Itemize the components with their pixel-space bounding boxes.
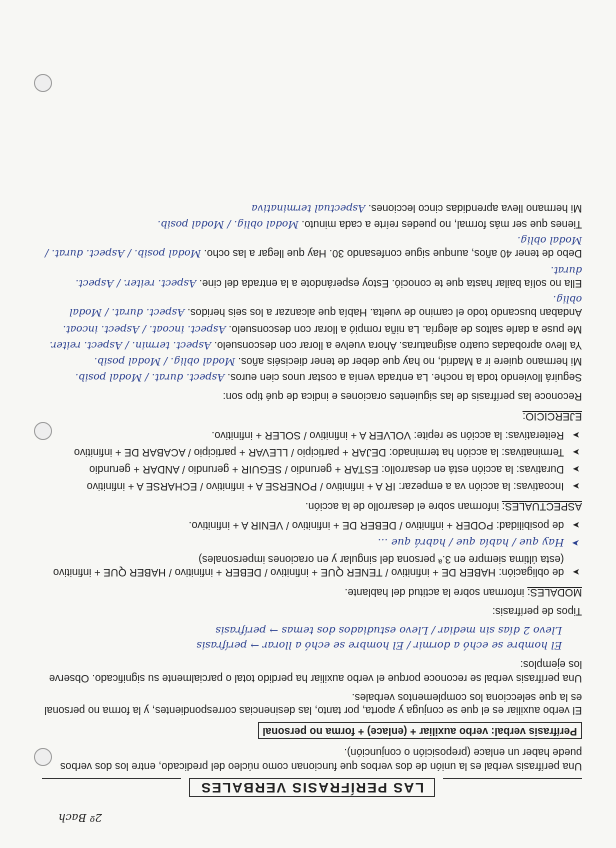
example-line-2: Llevo 2 días sin mediar / Llevo estudiados dos temas → perífrasis bbox=[215, 623, 562, 636]
exercise-answer: Modal posib. / Aspect. durat. / Modal oblig. bbox=[45, 234, 582, 259]
title-rule bbox=[443, 778, 582, 789]
exercise-text: Tienes que ser más formal, no puedes reírte a cada minuto. bbox=[301, 218, 582, 231]
exercise-text: Mi hermano quiere ir a Madrid, no hay que deber de tener dieciséis años. bbox=[238, 354, 582, 367]
exercise-item bbox=[42, 338, 582, 351]
exercise-text: Ella no solía bailar hasta que te conoció. Estoy esperándote a la entrada del cine. bbox=[199, 276, 582, 289]
exercise-text: Seguirá lloviendo toda la noche. La entrada venía a costar unos cien euros. bbox=[227, 371, 582, 384]
handwritten-date: 2º Bach bbox=[58, 811, 102, 824]
list-item: ➤ de posibilidad: PODER + infinitivo / DEBER DE + infinitivo / VENIR A + infinitivo. bbox=[42, 518, 564, 531]
exercise-text: Debo de tener 40 años, aunque sigue confesando 30. Hay que llegar a las ocho. bbox=[203, 247, 582, 260]
list-item: ➤ Durativas: la acción está en desarrollo: ESTAR + gerundio / SEGUIR + gerundio / ANDAR + gerundio bbox=[42, 462, 564, 475]
exercise-item bbox=[42, 354, 582, 367]
list-item: ➤ de obligación: HABER DE + infinitivo / TENER QUE + infinitivo / DEBER + infinitivo / HABER QUE + infinitivo (esta última siempre en 3.ª persona del singular y en oraciones impersonales) bbox=[42, 552, 564, 578]
formula-box: Perífrasis verbal: verbo auxiliar + (enlace) + forma no personal bbox=[258, 722, 582, 739]
exercise-text: Mi hermano lleva aprendidas cinco lecciones. bbox=[368, 201, 582, 214]
list-item: ➤ Incoativas: la acción va a empezar: IR A + infinitivo / PONERSE A + infinitivo / ECHARSE A + infinitivo bbox=[42, 479, 564, 492]
exercise-answer: Aspect. durat. / Modal oblig. bbox=[69, 293, 582, 318]
exercise-item bbox=[42, 292, 582, 318]
types-heading: Tipos de perífrasis: bbox=[492, 604, 582, 617]
page-title: LAS PERÍFRASIS VERBALES bbox=[189, 778, 435, 797]
modales-label: MODALES: bbox=[527, 585, 582, 598]
ejercicio-label: EJERCICIO: bbox=[522, 409, 582, 422]
exercise-item bbox=[42, 217, 582, 230]
exercise-list bbox=[42, 201, 582, 383]
exercise-text: Andaban buscando todo el camino de vuelta. Había que alcanzar a los seis heridos. bbox=[187, 306, 582, 319]
aspectuales-label: ASPECTUALES: bbox=[501, 499, 582, 512]
document-content bbox=[42, 198, 582, 824]
exercise-answer: Aspect. durat. / Modal posib. bbox=[75, 371, 225, 383]
exercise-item bbox=[42, 201, 582, 214]
exercise-answer: Modal oblig. / Modal posib. bbox=[94, 354, 236, 366]
exercise-answer: Aspectual terminativa bbox=[251, 201, 366, 213]
aspect-list bbox=[42, 428, 582, 493]
exercise-answer: Aspect. reiter. / Aspect. durat. bbox=[75, 263, 582, 288]
exercise-answer: Modal oblig. / Modal posib. bbox=[157, 218, 299, 230]
modales-desc: informan sobre la actitud del hablante. bbox=[344, 585, 528, 598]
exercise-item bbox=[42, 370, 582, 383]
list-item: ➤ Terminativas: la acción ha terminado: DEJAR + participio / LLEVAR + participio / ACABAR DE + infinitivo bbox=[42, 445, 564, 458]
example-line-1: El hombre se echó a dormir / El hombre se echó a llorar → perífrasis bbox=[196, 639, 562, 652]
modal-list bbox=[42, 518, 582, 579]
exercise-answer: Aspect. termin. / Aspect. reiter. bbox=[49, 338, 212, 350]
exercise-answer: Aspect. incoat. / Aspect. incoat. bbox=[62, 322, 226, 334]
aspectuales-desc: informan sobre el desarrollo de la acción. bbox=[305, 499, 502, 512]
list-item: ➤ Reiterativas: la acción se repite: VOLVER A + infinitivo / SOLER + infinitivo. bbox=[42, 428, 564, 441]
exercise-item bbox=[42, 233, 582, 259]
exercise-text: Ya llevo aprobadas cuatro asignaturas. Ahora vuelve a llorar con desconsuelo. bbox=[214, 338, 582, 351]
title-row bbox=[42, 778, 582, 797]
exercise-text: Me puse a darle saltos de alegría. La niña rompió a llorar con desconsuelo. bbox=[228, 322, 582, 335]
punch-hole bbox=[34, 74, 52, 92]
aux-paragraph: El verbo auxiliar es el que se conjuga y aporta, por tanto, las desinencias correspondientes, y la forma no personal es la que selecciona los complementos verbales. bbox=[44, 690, 582, 716]
title-rule bbox=[42, 778, 181, 789]
exercise-item bbox=[42, 263, 582, 289]
intro-paragraph: Una perífrasis verbal es la unión de dos verbos que funcionan como núcleo del predicado, entre los dos verbos puede haber un enlace (preposición o conjunción). bbox=[60, 746, 582, 772]
exercise-item bbox=[42, 321, 582, 334]
meaning-paragraph: Una perífrasis verbal se reconoce porque el verbo auxiliar ha perdido total o parcialmente su significado. Observe los ejemplos: bbox=[49, 658, 582, 684]
ejercicio-desc: Reconoce las perífrasis de las siguientes oraciones e indica de qué tipo son: bbox=[222, 390, 582, 403]
handwritten-note: ➤ Hay que / había que / habrá que ... bbox=[42, 535, 564, 548]
